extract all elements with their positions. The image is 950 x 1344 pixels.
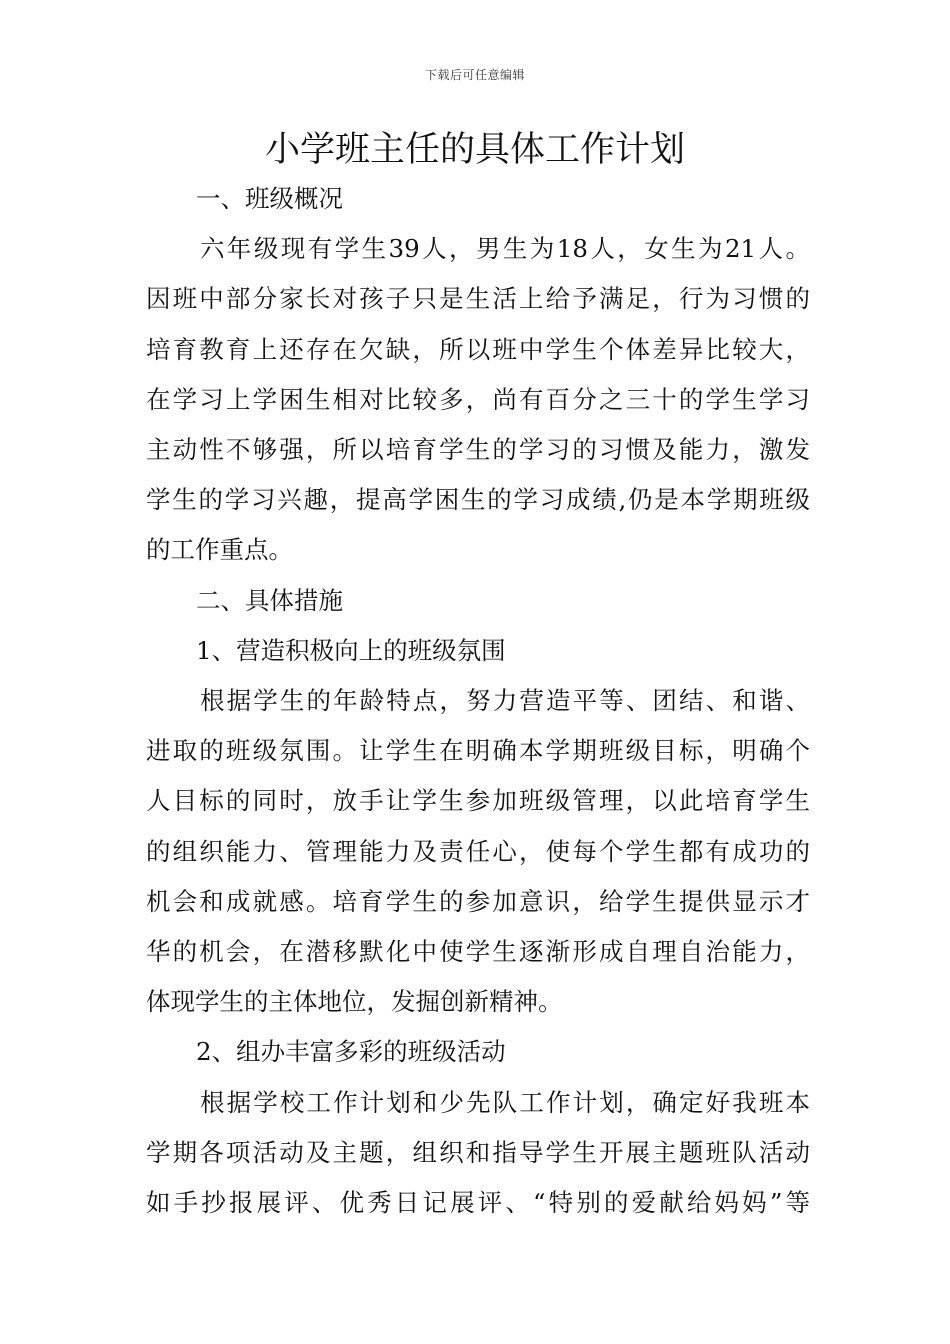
text-line: 华的机会，在潜移默化中使学生逐渐形成自理自治能力， <box>146 937 810 967</box>
text-line: 因班中部分家长对孩子只是生活上给予满足，行为习惯的 <box>146 284 810 314</box>
text-line: 根据学校工作计划和少先队工作计划，确定好我班本 <box>200 1087 810 1117</box>
text-line: 进取的班级氛围。让学生在明确本学期班级目标，明确个 <box>146 736 810 766</box>
header-note: 下载后可任意编辑 <box>424 68 525 82</box>
text-line: 培育教育上还存在欠缺，所以班中学生个体差异比较大， <box>146 334 810 364</box>
text-line: 学期各项活动及主题，组织和指导学生开展主题班队活动 <box>146 1137 810 1167</box>
section-heading: 1、营造积极向上的班级氛围 <box>196 635 506 665</box>
text-line: 主动性不够强，所以培育学生的学习的习惯及能力，激发 <box>146 435 810 465</box>
section-heading: 一、班级概况 <box>196 184 343 213</box>
text-line: 在学习上学困生相对比较多，尚有百分之三十的学生学习 <box>146 384 810 414</box>
text-line: 的工作重点。 <box>146 535 293 565</box>
text-line: 的组织能力、管理能力及责任心，使每个学生都有成功的 <box>146 836 810 866</box>
text-line: 学生的学习兴趣，提高学困生的学习成绩,仍是本学期班级 <box>146 485 810 515</box>
section-heading: 2、组办丰富多彩的班级活动 <box>196 1037 506 1067</box>
section-heading: 二、具体措施 <box>196 585 343 615</box>
text-line: 体现学生的主体地位，发掘创新精神。 <box>146 987 563 1017</box>
document-body <box>146 174 810 1228</box>
document-title: 小学班主任的具体工作计划 <box>264 130 685 170</box>
text-line: 六年级现有学生39人，男生为18人，女生为21人。 <box>200 234 810 264</box>
text-line: 如手抄报展评、优秀日记展评、“特别的爱献给妈妈”等 <box>146 1188 810 1218</box>
text-line: 根据学生的年龄特点，努力营造平等、团结、和谐、 <box>200 686 810 716</box>
text-line: 人目标的同时，放手让学生参加班级管理，以此培育学生 <box>146 786 810 816</box>
text-line: 机会和成就感。培育学生的参加意识，给学生提供显示才 <box>146 886 810 916</box>
